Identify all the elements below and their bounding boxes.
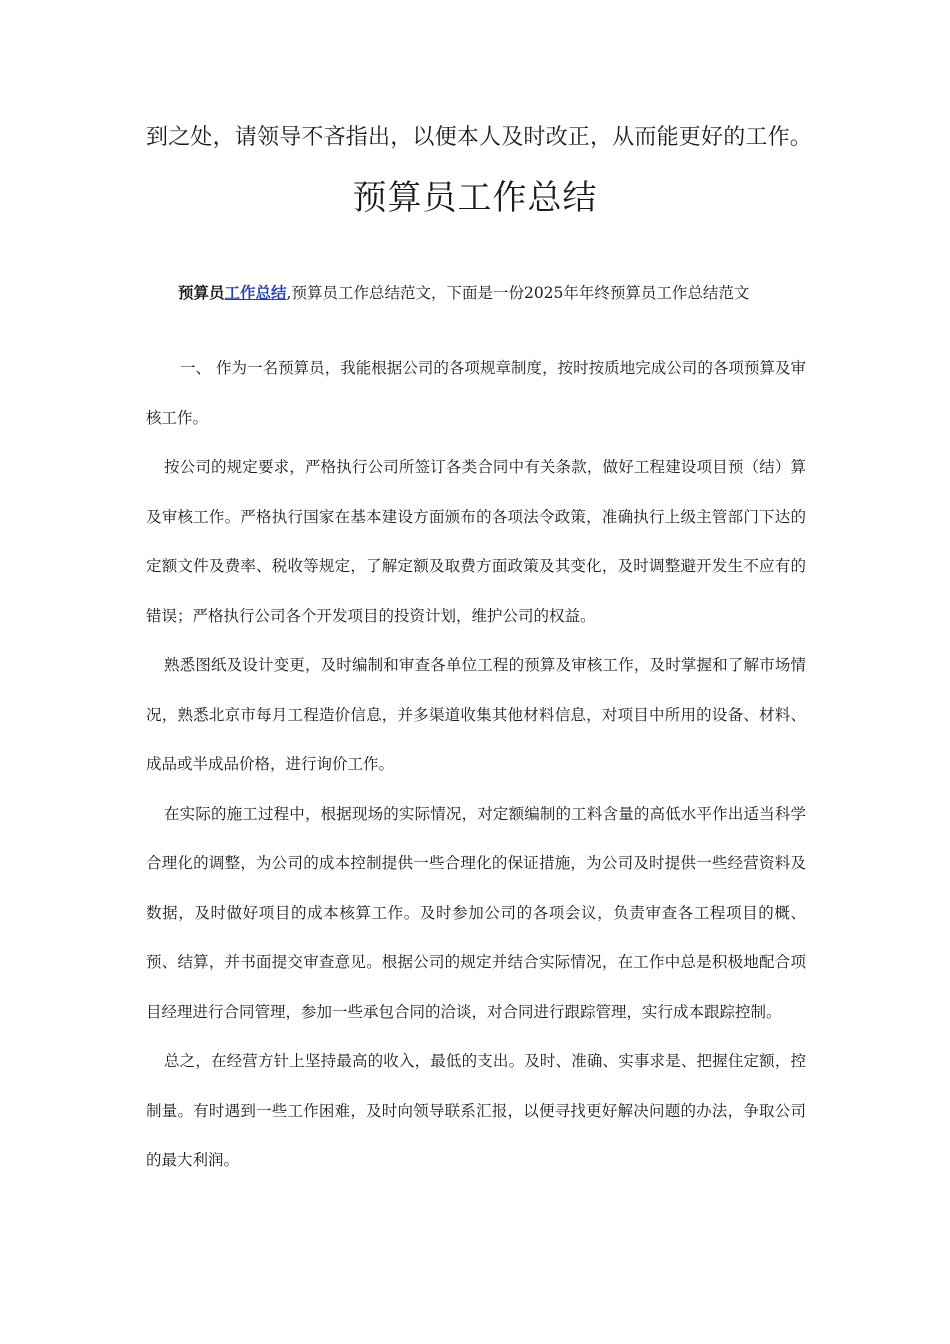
paragraph-3: 熟悉图纸及设计变更，及时编制和审查各单位工程的预算及审核工作，及时掌握和了解市场情况，熟悉北京市每月工程造价信息，并多渠道收集其他材料信息，对项目中所用的设备、材料、成品或半成品价格，进行询价工作。 bbox=[146, 656, 806, 773]
continued-text-line: 到之处，请领导不吝指出，以便本人及时改正，从而能更好的工作。 bbox=[146, 125, 813, 150]
intro-bold-text: 预算员 bbox=[178, 283, 225, 302]
work-summary-link[interactable]: 工作总结 bbox=[224, 283, 287, 302]
document-body bbox=[146, 344, 806, 1186]
paragraph-1: 一、 作为一名预算员，我能根据公司的各项规章制度，按时按质地完成公司的各项预算及审核工作。 bbox=[146, 359, 806, 427]
paragraph-2: 按公司的规定要求，严格执行公司所签订各类合同中有关条款，做好工程建设项目预（结）算及审核工作。严格执行国家在基本建设方面颁布的各项法令政策，准确执行上级主管部门下达的定额文件及费率、税收等规定，了解定额及取费方面政策及其变化，及时调整避开发生不应有的错误；严格执行公司各个开发项目的投资计划，维护公司的权益。 bbox=[146, 458, 806, 625]
paragraph-5: 总之，在经营方针上坚持最高的收入，最低的支出。及时、准确、实事求是、把握住定额，控制量。有时遇到一些工作困难，及时向领导联系汇报，以便寻找更好解决问题的办法，争取公司的最大利润。 bbox=[146, 1052, 806, 1169]
document-title: 预算员工作总结 bbox=[352, 178, 598, 218]
paragraph-4: 在实际的施工过程中，根据现场的实际情况，对定额编制的工料含量的高低水平作出适当科学合理化的调整，为公司的成本控制提供一些合理化的保证措施，为公司及时提供一些经营资料及数据，及时做好项目的成本核算工作。及时参加公司的各项会议，负责审查各工程项目的概、预、结算，并书面提交审查意见。根据公司的规定并结合实际情况，在工作中总是积极地配合项目经理进行合同管理，参加一些承包合同的洽谈，对合同进行跟踪管理，实行成本跟踪控制。 bbox=[146, 804, 806, 1021]
intro-rest-text: ,预算员工作总结范文，下面是一份2025年年终预算员工作总结范文 bbox=[286, 284, 750, 302]
intro-line bbox=[178, 281, 818, 305]
